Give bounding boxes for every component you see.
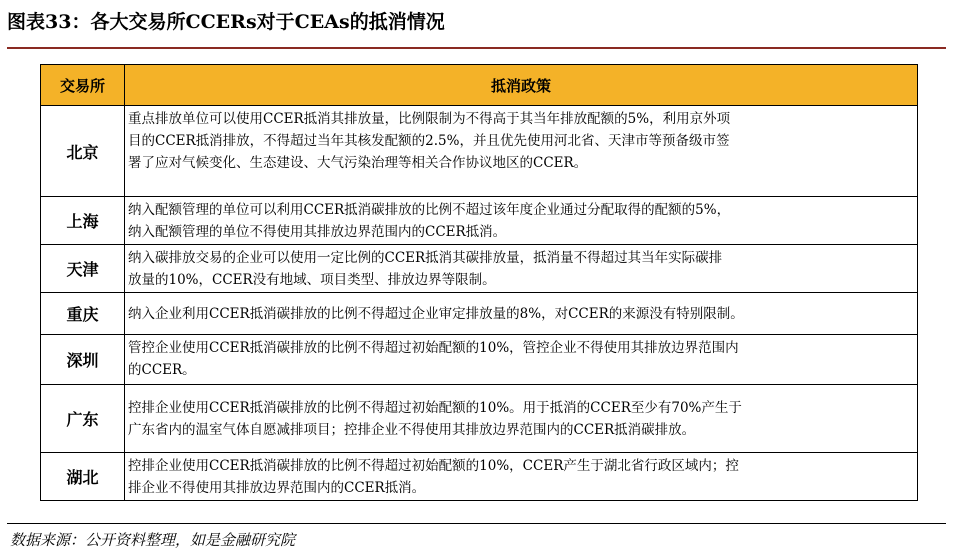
source-rule bbox=[7, 523, 946, 524]
column-header-exchange: 交易所 bbox=[41, 65, 125, 106]
exchange-cell: 北京 bbox=[41, 106, 125, 197]
policy-table bbox=[40, 64, 918, 501]
column-header-policy: 抵消政策 bbox=[125, 65, 918, 106]
policy-cell bbox=[125, 453, 918, 501]
table-row bbox=[41, 245, 918, 293]
exchange-cell: 深圳 bbox=[41, 335, 125, 385]
policy-cell bbox=[125, 245, 918, 293]
policy-line: 重点排放单位可以使用CCER抵消其排放量，比例限制为不得高于其当年排放配额的5%，利用京外项 bbox=[128, 111, 731, 127]
policy-line: 纳入碳排放交易的企业可以使用一定比例的CCER抵消其碳排放量，抵消量不得超过其当年实际碳排 bbox=[128, 250, 723, 266]
figure-title: 图表33：各大交易所CCERs对于CEAs的抵消情况 bbox=[7, 11, 445, 33]
exchange-cell: 天津 bbox=[41, 245, 125, 293]
exchange-cell: 重庆 bbox=[41, 293, 125, 335]
policy-line: 纳入配额管理的单位不得使用其排放边界范围内的CCER抵消。 bbox=[128, 224, 507, 240]
exchange-cell: 湖北 bbox=[41, 453, 125, 501]
policy-cell bbox=[125, 106, 918, 197]
policy-line: 控排企业使用CCER抵消碳排放的比例不得超过初始配额的10%，CCER产生于湖北省行政区域内；控 bbox=[128, 458, 739, 474]
policy-line: 排企业不得使用其排放边界范围内的CCER抵消。 bbox=[128, 480, 426, 496]
policy-cell bbox=[125, 385, 918, 453]
policy-line: 纳入企业利用CCER抵消碳排放的比例不得超过企业审定排放量的8%，对CCER的来源没有特别限制。 bbox=[128, 305, 744, 322]
table-row bbox=[41, 453, 918, 501]
table-header-row bbox=[41, 65, 918, 106]
exchange-cell: 上海 bbox=[41, 197, 125, 245]
source-note: 数据来源：公开资料整理，如是金融研究院 bbox=[10, 531, 296, 549]
policy-cell bbox=[125, 293, 918, 335]
title-rule bbox=[7, 47, 946, 49]
policy-line: 目的CCER抵消排放，不得超过当年其核发配额的2.5%，并且优先使用河北省、天津市等预备级市签 bbox=[128, 133, 730, 149]
table-row bbox=[41, 197, 918, 245]
policy-line: 管控企业使用CCER抵消碳排放的比例不得超过初始配额的10%，管控企业不得使用其排放边界范围内 bbox=[128, 340, 739, 356]
policy-line: 放量的10%，CCER没有地域、项目类型、排放边界等限制。 bbox=[128, 272, 496, 288]
policy-cell bbox=[125, 335, 918, 385]
policy-line: 纳入配额管理的单位可以利用CCER抵消碳排放的比例不超过该年度企业通过分配取得的配额的5%， bbox=[128, 202, 731, 218]
policy-line: 的CCER。 bbox=[128, 362, 196, 378]
table-row bbox=[41, 335, 918, 385]
table-row bbox=[41, 385, 918, 453]
exchange-cell: 广东 bbox=[41, 385, 125, 453]
table-row bbox=[41, 293, 918, 335]
policy-cell bbox=[125, 197, 918, 245]
policy-line: 广东省内的温室气体自愿减排项目；控排企业不得使用其排放边界范围内的CCER抵消碳排放。 bbox=[128, 421, 696, 438]
table-row bbox=[41, 106, 918, 197]
policy-line: 署了应对气候变化、生态建设、大气污染治理等相关合作协议地区的CCER。 bbox=[128, 155, 588, 171]
policy-line: 控排企业使用CCER抵消碳排放的比例不得超过初始配额的10%。用于抵消的CCER至少有70%产生于 bbox=[128, 399, 742, 416]
